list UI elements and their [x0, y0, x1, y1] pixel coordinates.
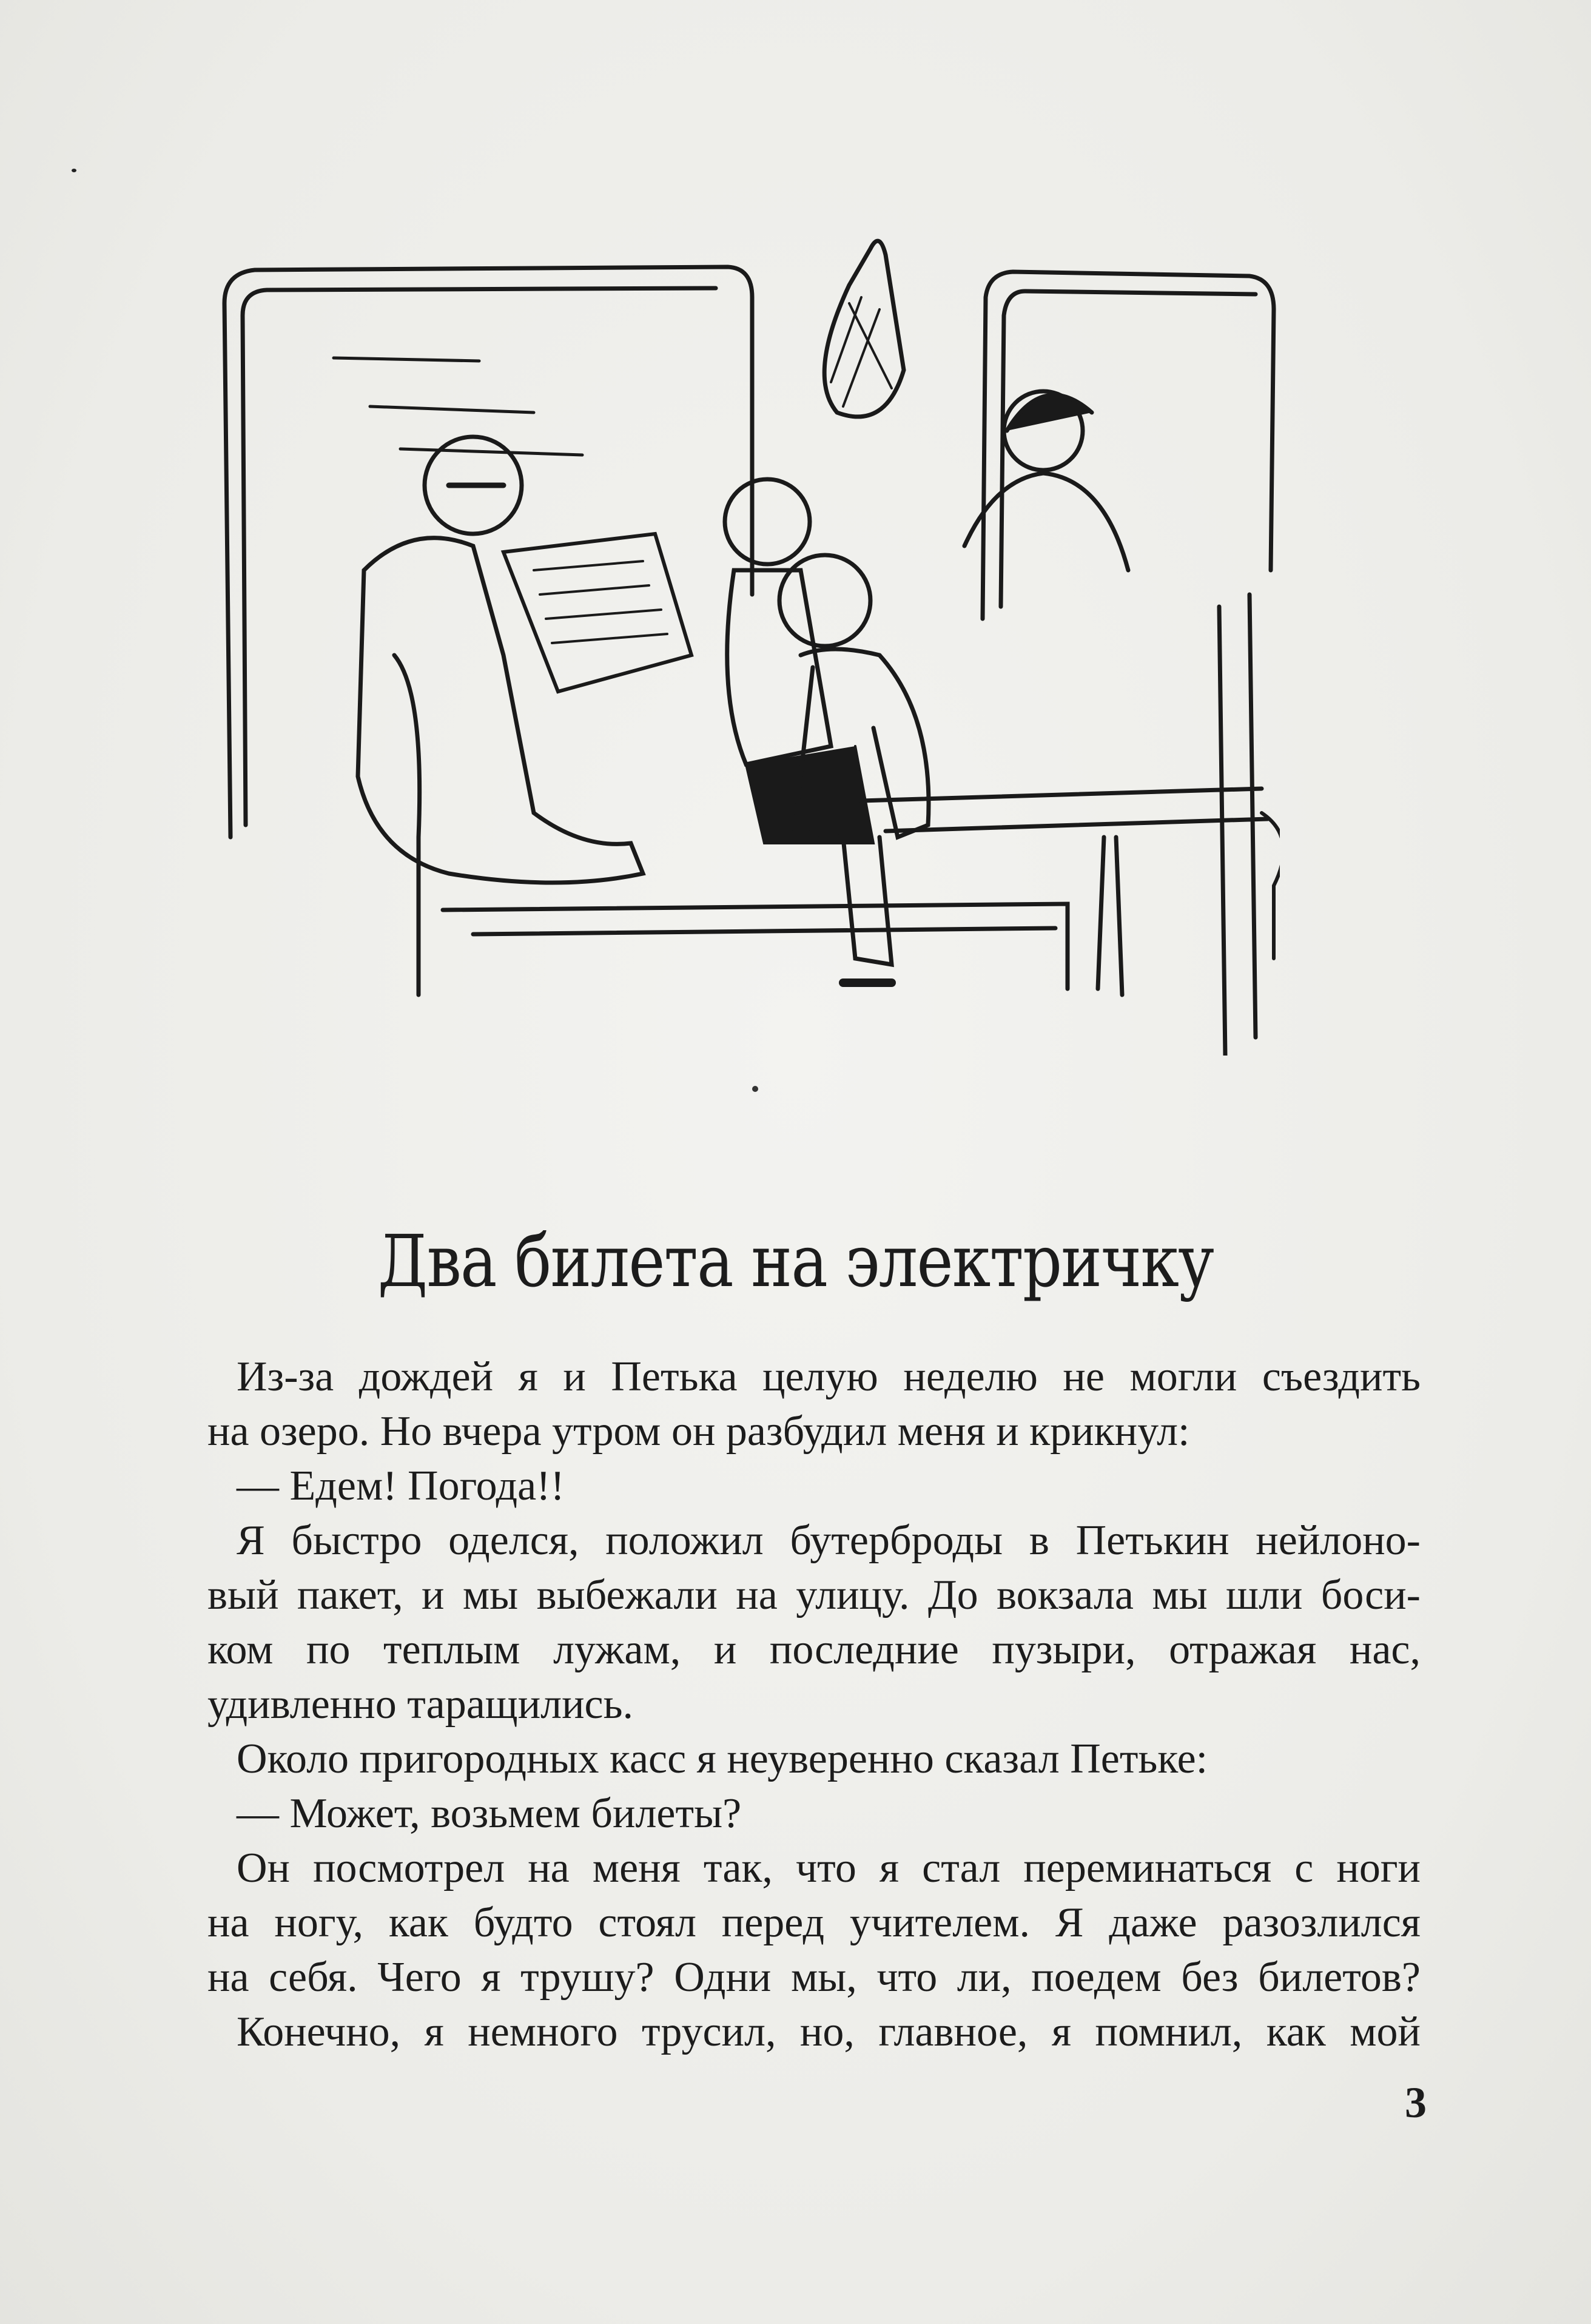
- text-line: Он посмотрел на меня так, что я стал переминаться с ноги: [237, 1845, 1421, 1891]
- text-line: — Едем! Погода!!: [237, 1463, 565, 1509]
- text-line: на себя. Чего я трушу? Одни мы, что ли, поедем без билетов?: [207, 1954, 1421, 2001]
- text-line: вый пакет, и мы выбежали на улицу. До вокзала мы шли боси-: [207, 1572, 1421, 1618]
- ink-dot: [752, 1086, 758, 1092]
- story-title: Два билета на электричку: [377, 1219, 1214, 1303]
- page-number: 3: [1405, 2078, 1427, 2127]
- text-line: Конечно, я немного трусил, но, главное, я помнил, как мой: [237, 2009, 1421, 2055]
- text-line: Из-за дождей я и Петька целую неделю не могли съездить: [237, 1353, 1421, 1400]
- story-text: [207, 1350, 1421, 2060]
- train-carriage-illustration: [218, 231, 1280, 1056]
- text-line: ком по теплым лужам, и последние пузыри, отражая нас,: [207, 1626, 1421, 1673]
- text-line: на ногу, как будто стоял перед учителем. Я даже разозлился: [207, 1899, 1421, 1946]
- text-line: Около пригородных касс я неуверенно сказал Петьке:: [237, 1736, 1208, 1782]
- text-line: на озеро. Но вчера утром он разбудил меня и крикнул:: [207, 1408, 1190, 1455]
- text-line: Я быстро оделся, положил бутерброды в Петькин нейлоно-: [237, 1517, 1421, 1564]
- ink-speck: [72, 169, 76, 172]
- text-line: удивленно таращились.: [207, 1681, 634, 1728]
- text-line: — Может, возьмем билеты?: [237, 1790, 742, 1837]
